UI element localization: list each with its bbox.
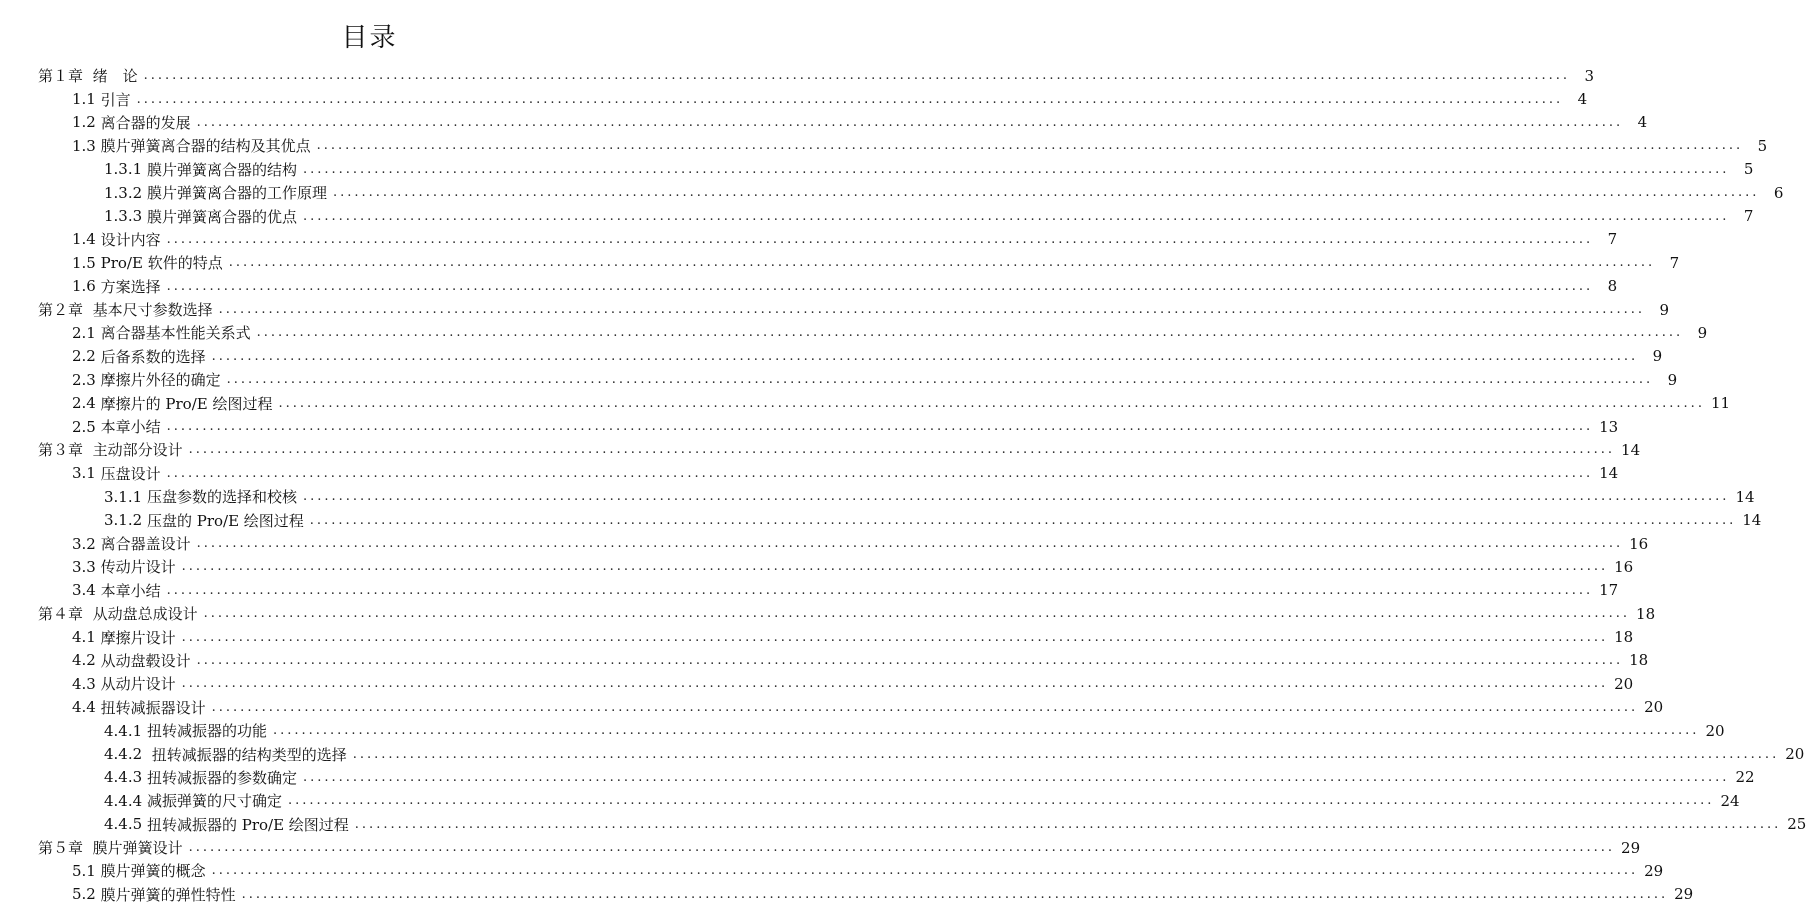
entry-title: 膜片弹簧的弹性特性 — [100, 885, 236, 904]
dot-leader: ........................................................................................................................................................................................................ — [166, 231, 1594, 247]
entry-title: 离合器盖设计 — [100, 535, 191, 553]
toc-section-entry[interactable] — [0, 415, 1619, 438]
entry-page-number: 9 — [1697, 323, 1708, 342]
entry-page-number: 20 — [1705, 721, 1725, 740]
toc-section-entry[interactable] — [0, 719, 1725, 742]
entry-page-number: 20 — [1614, 674, 1634, 693]
dot-leader: ........................................................................................................................................................................................................ — [302, 769, 1730, 785]
entry-page-number: 8 — [1607, 277, 1618, 296]
entry-number: 4.4.5 — [104, 815, 143, 834]
toc-section-entry[interactable] — [0, 321, 1708, 344]
entry-number: 4.4.4 — [104, 791, 143, 810]
entry-number: 1.4 — [72, 230, 96, 249]
entry-title: 膜片弹簧离合器的结构 — [146, 160, 297, 179]
dot-leader: ........................................................................................................................................................................................................ — [332, 185, 1760, 201]
toc-chapter-entry[interactable] — [0, 64, 1595, 87]
toc-section-entry[interactable] — [0, 672, 1634, 695]
entry-title: 后备系数的选择 — [100, 347, 206, 366]
entry-title: 扭转减振器设计 — [100, 698, 206, 717]
entry-page-number: 18 — [1629, 651, 1649, 670]
entry-number: 第２章 — [38, 301, 84, 320]
dot-leader: ........................................................................................................................................................................................................ — [211, 863, 1639, 879]
dot-leader: ........................................................................................................................................................................................................ — [278, 395, 1705, 411]
entry-number: 4.4.2 — [104, 745, 143, 764]
entry-page-number: 29 — [1621, 838, 1641, 857]
entry-number: 4.4.3 — [104, 768, 143, 787]
toc-section-entry[interactable] — [0, 158, 1754, 181]
entry-number: 5.2 — [72, 885, 96, 904]
toc-chapter-entry[interactable] — [0, 602, 1656, 625]
toc-section-entry[interactable] — [0, 789, 1740, 812]
entry-number: 1.1 — [72, 90, 96, 109]
entry-title: 摩擦片设计 — [100, 628, 176, 647]
dot-leader: ........................................................................................................................................................................................................ — [136, 91, 1564, 107]
toc-chapter-entry[interactable] — [0, 836, 1641, 859]
entry-number: 2.1 — [72, 323, 96, 342]
toc-section-entry[interactable] — [0, 134, 1768, 157]
entry-title: 扭转减振器的功能 — [146, 722, 267, 741]
dot-leader: ........................................................................................................................................................................................................ — [181, 629, 1609, 645]
entry-page-number: 24 — [1720, 791, 1740, 810]
entry-title: 方案选择 — [100, 277, 161, 296]
dot-leader: ........................................................................................................................................................................................................ — [218, 302, 1646, 318]
entry-number: 5.1 — [72, 861, 96, 880]
entry-number: 1.2 — [72, 113, 96, 132]
table-of-contents — [0, 64, 1806, 906]
entry-number: 4.3 — [72, 674, 96, 693]
entry-page-number: 18 — [1636, 604, 1656, 623]
entry-title: 从动片设计 — [100, 675, 176, 694]
entry-number: 3.4 — [72, 581, 96, 600]
entry-title: 绪 论 — [92, 67, 138, 86]
entry-number: 2.2 — [72, 347, 96, 366]
dot-leader: ........................................................................................................................................................................................................ — [166, 465, 1594, 481]
toc-section-entry[interactable] — [0, 508, 1762, 531]
dot-leader: ........................................................................................................................................................................................................ — [302, 161, 1730, 177]
dot-leader: ........................................................................................................................................................................................................ — [228, 255, 1656, 271]
entry-page-number: 14 — [1742, 511, 1762, 530]
dot-leader: ........................................................................................................................................................................................................ — [211, 699, 1639, 715]
entry-page-number: 20 — [1644, 698, 1664, 717]
entry-title: 离合器的发展 — [100, 113, 191, 132]
entry-title: 本章小结 — [100, 581, 161, 600]
entry-title: 本章小结 — [100, 418, 161, 437]
toc-section-entry[interactable] — [0, 462, 1619, 485]
entry-title: 引言 — [100, 90, 131, 109]
entry-title: 膜片弹簧的概念 — [100, 862, 206, 881]
entry-spacer — [83, 301, 93, 319]
entry-number: 2.5 — [72, 417, 96, 436]
entry-page-number: 29 — [1674, 885, 1694, 904]
entry-title: 主动部分设计 — [92, 441, 183, 460]
entry-title: 压盘参数的选择和校核 — [146, 488, 297, 507]
dot-leader: ........................................................................................................................................................................................................ — [188, 840, 1616, 856]
dot-leader: ........................................................................................................................................................................................................ — [226, 372, 1654, 388]
toc-chapter-entry[interactable] — [0, 438, 1641, 461]
entry-title: 扭转减振器的结构类型的选择 — [146, 745, 347, 764]
toc-section-entry[interactable] — [0, 181, 1784, 204]
entry-number: 第４章 — [38, 605, 84, 624]
entry-page-number: 7 — [1607, 230, 1618, 249]
entry-number: 3.1.1 — [104, 487, 143, 506]
entry-title: 从动盘毂设计 — [100, 651, 191, 670]
entry-number: 第１章 — [38, 67, 84, 86]
entry-title: 传动片设计 — [100, 558, 176, 577]
toc-section-entry[interactable] — [0, 883, 1694, 906]
entry-number: 第３章 — [38, 441, 84, 460]
entry-title: 从动盘总成设计 — [92, 605, 198, 624]
entry-number: 4.2 — [72, 651, 96, 670]
entry-page-number: 9 — [1659, 300, 1670, 319]
entry-page-number: 7 — [1669, 253, 1680, 272]
toc-section-entry[interactable] — [0, 368, 1678, 391]
entry-page-number: 25 — [1787, 815, 1806, 834]
entry-page-number: 6 — [1773, 183, 1784, 202]
entry-page-number: 11 — [1710, 394, 1731, 413]
entry-number: 1.3 — [72, 136, 96, 155]
toc-section-entry[interactable] — [0, 742, 1805, 765]
dot-leader: ........................................................................................................................................................................................................ — [196, 536, 1624, 551]
entry-page-number: 5 — [1757, 136, 1768, 155]
toc-section-entry[interactable] — [0, 228, 1618, 251]
entry-title: 膜片弹簧离合器的工作原理 — [146, 184, 327, 203]
entry-page-number: 13 — [1599, 417, 1619, 436]
toc-section-entry[interactable] — [0, 555, 1634, 578]
dot-leader: ........................................................................................................................................................................................................ — [166, 419, 1594, 435]
entry-page-number: 14 — [1599, 464, 1619, 483]
toc-section-entry[interactable] — [0, 111, 1648, 134]
entry-number: 1.3.2 — [104, 183, 143, 202]
dot-leader: ........................................................................................................................................................................................................ — [181, 559, 1609, 575]
dot-leader: ........................................................................................................................................................................................................ — [166, 582, 1594, 598]
entry-number: 3.2 — [72, 534, 96, 553]
entry-page-number: 9 — [1652, 347, 1663, 366]
entry-title: 压盘设计 — [100, 464, 161, 483]
toc-section-entry[interactable] — [0, 391, 1731, 414]
toc-section-entry[interactable] — [0, 485, 1755, 508]
entry-title: 膜片弹簧设计 — [92, 839, 183, 858]
toc-section-entry[interactable] — [0, 251, 1680, 274]
entry-page-number: 9 — [1667, 370, 1678, 389]
dot-leader: ........................................................................................................................................................................................................ — [287, 793, 1715, 809]
entry-number: 4.1 — [72, 628, 96, 647]
entry-number: 第５章 — [38, 839, 84, 858]
toc-chapter-entry[interactable] — [0, 298, 1670, 321]
dot-leader: ........................................................................................................................................................................................................ — [256, 325, 1684, 341]
dot-leader: ........................................................................................................................................................................................................ — [272, 723, 1700, 739]
toc-section-entry[interactable] — [0, 345, 1663, 368]
entry-number: 1.5 — [72, 253, 96, 272]
dot-leader: ........................................................................................................................................................................................................ — [302, 208, 1730, 224]
dot-leader: ........................................................................................................................................................................................................ — [354, 816, 1782, 832]
entry-number: 4.4 — [72, 698, 96, 717]
entry-title: 基本尺寸参数选择 — [92, 301, 213, 320]
entry-number: 3.1 — [72, 464, 96, 483]
dot-leader: ........................................................................................................................................................................................................ — [352, 746, 1780, 762]
entry-spacer — [83, 67, 93, 85]
entry-page-number: 22 — [1735, 768, 1755, 787]
entry-title: Pro/E 软件的特点 — [100, 254, 223, 273]
dot-leader: ........................................................................................................................................................................................................ — [203, 606, 1631, 622]
entry-page-number: 17 — [1599, 581, 1619, 600]
dot-leader: ........................................................................................................................................................................................................ — [196, 652, 1624, 668]
entry-page-number: 18 — [1614, 628, 1634, 647]
entry-spacer — [83, 839, 93, 857]
dot-leader: ........................................................................................................................................................................................................ — [196, 114, 1624, 130]
entry-number: 4.4.1 — [104, 721, 143, 740]
entry-number: 3.1.2 — [104, 511, 143, 530]
dot-leader: ........................................................................................................................................................................................................ — [181, 676, 1609, 692]
entry-title: 减振弹簧的尺寸确定 — [146, 792, 282, 811]
entry-page-number: 14 — [1621, 440, 1641, 459]
entry-title: 膜片弹簧离合器的优点 — [146, 207, 297, 226]
entry-spacer — [83, 441, 93, 459]
toc-section-entry[interactable] — [0, 532, 1649, 555]
toc-section-entry[interactable] — [0, 87, 1588, 110]
entry-number: 2.4 — [72, 394, 96, 413]
entry-title: 压盘的 Pro/E 绘图过程 — [146, 511, 304, 530]
toc-section-entry[interactable] — [0, 859, 1664, 882]
dot-leader: ........................................................................................................................................................................................................ — [166, 278, 1594, 294]
entry-page-number: 29 — [1644, 861, 1664, 880]
entry-number: 1.3.3 — [104, 207, 143, 226]
entry-page-number: 16 — [1629, 534, 1649, 553]
entry-page-number: 16 — [1614, 557, 1634, 576]
entry-page-number: 3 — [1584, 66, 1595, 85]
toc-section-entry[interactable] — [0, 813, 1806, 836]
entry-title: 摩擦片外径的确定 — [100, 371, 221, 390]
toc-section-entry[interactable] — [0, 625, 1634, 648]
toc-section-entry[interactable] — [0, 696, 1664, 719]
entry-page-number: 7 — [1743, 207, 1754, 226]
page-title: 目录 — [341, 23, 398, 53]
toc-section-entry[interactable] — [0, 204, 1754, 227]
entry-title: 膜片弹簧离合器的结构及其优点 — [100, 137, 311, 156]
entry-number: 1.6 — [72, 277, 96, 296]
entry-title: 扭转减振器的 Pro/E 绘图过程 — [146, 815, 349, 834]
entry-title: 设计内容 — [100, 230, 161, 249]
dot-leader: ........................................................................................................................................................................................................ — [302, 489, 1730, 505]
entry-number: 3.3 — [72, 557, 96, 576]
entry-title: 摩擦片的 Pro/E 绘图过程 — [100, 394, 273, 413]
toc-section-entry[interactable] — [0, 766, 1755, 789]
entry-title: 离合器基本性能关系式 — [100, 324, 251, 343]
dot-leader: ........................................................................................................................................................................................................ — [211, 348, 1639, 364]
entry-number: 2.3 — [72, 370, 96, 389]
toc-section-entry[interactable] — [0, 579, 1619, 602]
entry-title: 扭转减振器的参数确定 — [146, 768, 297, 787]
entry-page-number: 5 — [1743, 160, 1754, 179]
entry-page-number: 4 — [1577, 90, 1588, 109]
entry-page-number: 20 — [1785, 745, 1805, 764]
toc-section-entry[interactable] — [0, 649, 1649, 672]
entry-page-number: 14 — [1735, 487, 1755, 506]
entry-number: 1.3.1 — [104, 160, 143, 179]
dot-leader: ........................................................................................................................................................................................................ — [316, 138, 1744, 154]
toc-section-entry[interactable] — [0, 275, 1618, 298]
dot-leader: ........................................................................................................................................................................................................ — [188, 442, 1616, 458]
dot-leader: ........................................................................................................................................................................................................ — [309, 512, 1737, 528]
dot-leader: ........................................................................................................................................................................................................ — [241, 886, 1669, 902]
entry-spacer — [83, 605, 93, 623]
entry-page-number: 4 — [1637, 113, 1648, 132]
dot-leader: ........................................................................................................................................................................................................ — [143, 68, 1571, 84]
